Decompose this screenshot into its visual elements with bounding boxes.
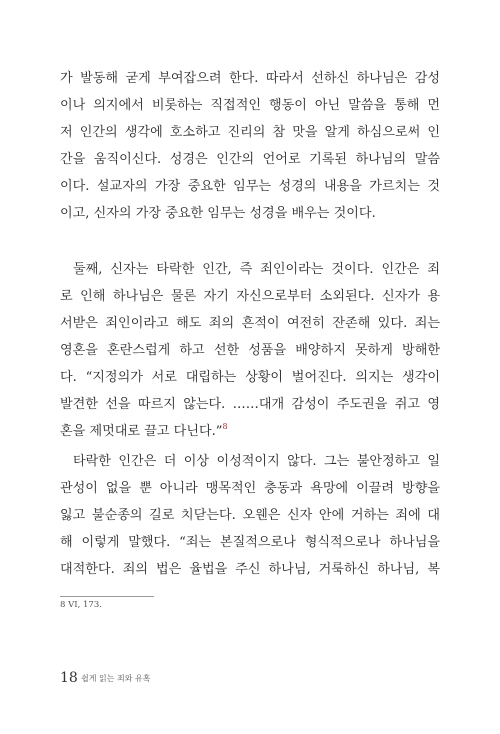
text-line: 서받은 죄인이라고 해도 죄의 흔적이 여전히 잔존해 있다. 죄는	[60, 316, 440, 331]
text-line: 로 인해 하나님은 물론 자기 자신으로부터 소외된다. 신자가 용	[60, 289, 440, 304]
text-line: 다. “지정의가 서로 대립하는 상황이 벌어진다. 의지는 생각이	[60, 370, 440, 385]
text-line: 잃고 불순종의 길로 치닫는다. 오웬은 신자 안에 거하는 죄에 대	[60, 508, 440, 523]
running-title: 쉽게 읽는 죄와 유혹	[81, 674, 151, 683]
text-line: 간을 움직이신다. 성경은 인간의 언어로 기록된 하나님의 말씀	[60, 152, 440, 167]
text-line: 타락한 인간은 더 이상 이성적이지 않다. 그는 불안정하고 일	[73, 454, 440, 469]
text-line: 이나 의지에서 비롯하는 직접적인 행동이 아닌 말씀을 통해 먼	[60, 98, 440, 113]
text-line-with-footnote	[60, 422, 440, 442]
text-line: 혼을 제멋대로 끌고 다닌다.”	[60, 424, 223, 439]
text-line: 이고, 신자의 가장 중요한 임무는 성경을 배우는 것이다.	[60, 206, 376, 221]
text-line: 가 발동해 굳게 부여잡으려 한다. 따라서 선하신 하나님은 감성	[60, 71, 440, 86]
text-line: 대적한다. 죄의 법은 율법을 주신 하나님, 거룩하신 하나님, 복	[60, 562, 440, 577]
text-line: 영혼을 혼란스럽게 하고 선한 성품을 배양하지 못하게 방해한	[60, 343, 440, 358]
footnote: 8 VI, 173.	[60, 600, 102, 610]
text-line: 저 인간의 생각에 호소하고 진리의 참 맛을 알게 하심으로써 인	[60, 125, 440, 140]
text-line: 해 이렇게 말했다. “죄는 본질적으로나 형식적으로나 하나님을	[60, 535, 440, 550]
footnote-divider	[60, 596, 154, 597]
text-line: 관성이 없을 뿐 아니라 맹목적인 충동과 욕망에 이끌려 방향을	[60, 481, 440, 496]
page-number: 18	[60, 670, 78, 686]
text-line: 이다. 설교자의 가장 중요한 임무는 성경의 내용을 가르치는 것	[60, 179, 440, 194]
text-line: 둘째, 신자는 타락한 인간, 즉 죄인이라는 것이다. 인간은 죄	[73, 262, 440, 277]
footnote-marker: 8	[222, 422, 228, 431]
text-line: 발견한 선을 따르지 않는다. ……대개 감성이 주도권을 쥐고 영	[60, 397, 440, 412]
